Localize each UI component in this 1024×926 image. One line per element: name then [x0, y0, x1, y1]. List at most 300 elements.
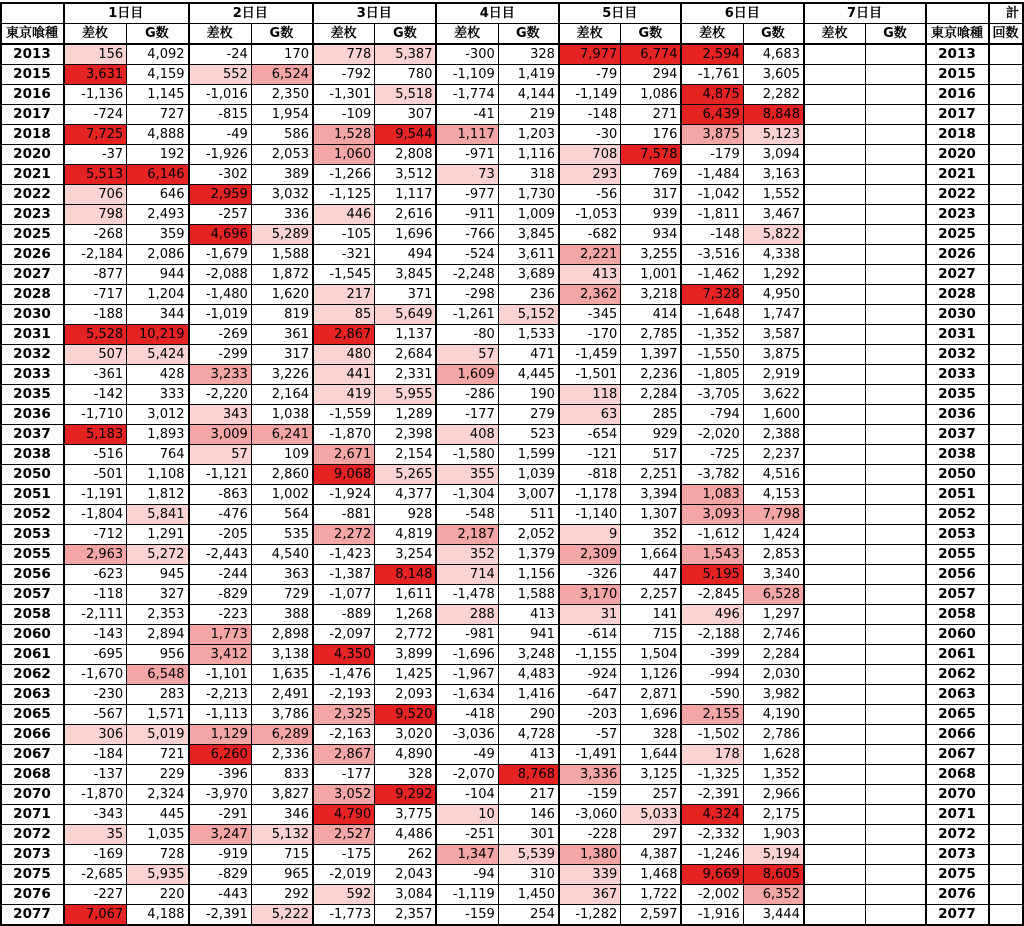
games-cell: 1,038	[251, 405, 313, 425]
games-cell: 285	[621, 405, 682, 425]
diff-cell-empty	[804, 705, 866, 725]
diff-cell: -1,484	[681, 165, 743, 185]
count-cell	[989, 865, 1023, 885]
games-cell: 6,289	[251, 725, 313, 745]
day-header: 5日目	[559, 3, 682, 24]
games-cell: 371	[375, 285, 437, 305]
games-cell: 934	[621, 225, 682, 245]
diff-cell: -1,016	[189, 85, 252, 105]
machine-id-cell: 2053	[1, 525, 64, 545]
games-cell: 3,786	[251, 705, 313, 725]
games-cell: 1,588	[251, 245, 313, 265]
diff-cell: 1,129	[189, 725, 252, 745]
diff-cell: 217	[313, 285, 375, 305]
table-row	[1, 745, 1023, 765]
games-cell: 6,774	[621, 44, 682, 65]
diff-cell: -2,391	[681, 785, 743, 805]
diff-cell: -257	[189, 205, 252, 225]
table-row	[1, 885, 1023, 905]
count-cell	[989, 525, 1023, 545]
count-cell	[989, 685, 1023, 705]
games-cell: 8,768	[498, 765, 559, 785]
games-cell-empty	[865, 345, 926, 365]
table-row	[1, 625, 1023, 645]
games-cell-empty	[865, 625, 926, 645]
count-cell	[989, 65, 1023, 85]
diff-cell: -1,282	[559, 905, 621, 926]
diff-cell: -792	[313, 65, 375, 85]
diff-cell: -177	[313, 765, 375, 785]
games-cell-empty	[865, 545, 926, 565]
diff-cell-empty	[804, 285, 866, 305]
diff-cell: 63	[559, 405, 621, 425]
diff-cell-empty	[804, 165, 866, 185]
games-cell: 1,747	[743, 305, 804, 325]
diff-cell-empty	[804, 745, 866, 765]
diff-cell-empty	[804, 645, 866, 665]
count-cell	[989, 725, 1023, 745]
count-cell	[989, 245, 1023, 265]
games-cell: 2,282	[743, 85, 804, 105]
games-cell: 2,353	[127, 605, 189, 625]
diff-cell: -1,462	[681, 265, 743, 285]
games-cell: 170	[251, 44, 313, 65]
machine-id-cell: 2065	[1, 705, 64, 725]
diff-cell: -3,782	[681, 465, 743, 485]
games-cell: 1,292	[743, 265, 804, 285]
games-cell: 3,467	[743, 205, 804, 225]
games-cell: 511	[498, 505, 559, 525]
games-cell-empty	[865, 265, 926, 285]
diff-cell: 2,309	[559, 545, 621, 565]
games-cell-empty	[865, 125, 926, 145]
diff-cell: 446	[313, 205, 375, 225]
diff-cell: -326	[559, 565, 621, 585]
diff-cell-empty	[804, 505, 866, 525]
machine-id-cell: 2033	[1, 365, 64, 385]
diff-cell: -1,612	[681, 525, 743, 545]
diff-cell: -1,077	[313, 585, 375, 605]
diff-cell: 355	[436, 465, 498, 485]
count-cell	[989, 805, 1023, 825]
diff-cell-empty	[804, 625, 866, 645]
games-cell: 3,138	[251, 645, 313, 665]
games-cell: 176	[621, 125, 682, 145]
diff-cell-empty	[804, 665, 866, 685]
diff-cell: 7,067	[64, 905, 127, 926]
count-cell	[989, 665, 1023, 685]
count-cell	[989, 205, 1023, 225]
diff-cell-empty	[804, 44, 866, 65]
games-cell-empty	[865, 885, 926, 905]
games-cell: 4,540	[251, 545, 313, 565]
count-cell	[989, 605, 1023, 625]
count-cell	[989, 44, 1023, 65]
games-cell: 4,153	[743, 485, 804, 505]
count-cell	[989, 785, 1023, 805]
diff-cell: -1,387	[313, 565, 375, 585]
diff-cell: -2,220	[189, 385, 252, 405]
diff-cell: -142	[64, 385, 127, 405]
diff-cell: -1,113	[189, 705, 252, 725]
diff-cell: -981	[436, 625, 498, 645]
games-cell: 254	[498, 905, 559, 926]
count-cell	[989, 265, 1023, 285]
machine-id-cell: 2015	[1, 65, 64, 85]
diff-cell: -977	[436, 185, 498, 205]
diff-cell-empty	[804, 765, 866, 785]
games-cell-empty	[865, 305, 926, 325]
machine-id-cell: 2022	[1, 185, 64, 205]
count-cell	[989, 645, 1023, 665]
games-cell: 1,204	[127, 285, 189, 305]
games-cell: 727	[127, 105, 189, 125]
games-cell: 4,338	[743, 245, 804, 265]
games-cell: 388	[251, 605, 313, 625]
games-cell: 3,218	[621, 285, 682, 305]
diff-cell-empty	[804, 65, 866, 85]
games-cell: 715	[251, 845, 313, 865]
games-cell: 1,504	[621, 645, 682, 665]
diff-cell: 288	[436, 605, 498, 625]
games-cell: 517	[621, 445, 682, 465]
diff-cell: 5,528	[64, 325, 127, 345]
diff-cell: -1,967	[436, 665, 498, 685]
games-cell: 5,265	[375, 465, 437, 485]
day-header: 6日目	[681, 3, 804, 24]
games-cell: 4,888	[127, 125, 189, 145]
diff-column-label: 差枚	[189, 24, 252, 45]
games-cell: 294	[621, 65, 682, 85]
count-cell	[989, 485, 1023, 505]
table-row	[1, 245, 1023, 265]
machine-id-cell: 2013	[1, 44, 64, 65]
diff-cell: -230	[64, 685, 127, 705]
diff-cell: -877	[64, 265, 127, 285]
diff-cell: 480	[313, 345, 375, 365]
diff-cell: -3,705	[681, 385, 743, 405]
count-cell	[989, 385, 1023, 405]
diff-cell: 6,439	[681, 105, 743, 125]
diff-cell-empty	[804, 685, 866, 705]
diff-cell-empty	[804, 225, 866, 245]
diff-cell: -1,053	[559, 205, 621, 225]
games-cell: 7,578	[621, 145, 682, 165]
diff-cell: 1,083	[681, 485, 743, 505]
table-row	[1, 385, 1023, 405]
games-cell-empty	[865, 505, 926, 525]
diff-cell: 2,671	[313, 445, 375, 465]
diff-cell-empty	[804, 465, 866, 485]
total-machine-id-cell: 2022	[926, 185, 989, 205]
diff-cell: -1,926	[189, 145, 252, 165]
games-cell: 3,845	[498, 225, 559, 245]
machine-id-cell: 2032	[1, 345, 64, 365]
diff-column-label: 差枚	[436, 24, 498, 45]
diff-cell: -79	[559, 65, 621, 85]
games-cell: 8,148	[375, 565, 437, 585]
games-cell: 3,032	[251, 185, 313, 205]
games-cell: 5,539	[498, 845, 559, 865]
table-row	[1, 165, 1023, 185]
diff-cell: -1,580	[436, 445, 498, 465]
games-cell-empty	[865, 845, 926, 865]
diff-cell: 2,963	[64, 545, 127, 565]
diff-column-label: 差枚	[804, 24, 866, 45]
games-cell: 1,297	[743, 605, 804, 625]
games-cell: 1,116	[498, 145, 559, 165]
games-cell: 389	[251, 165, 313, 185]
games-cell: 1,268	[375, 605, 437, 625]
diff-cell: 507	[64, 345, 127, 365]
table-row	[1, 845, 1023, 865]
games-cell: 3,845	[375, 265, 437, 285]
games-cell: 262	[375, 845, 437, 865]
diff-cell: 4,875	[681, 85, 743, 105]
games-cell: 1,552	[743, 185, 804, 205]
diff-cell: 7,977	[559, 44, 621, 65]
diff-cell: -1,916	[681, 905, 743, 926]
games-cell: 5,272	[127, 545, 189, 565]
diff-cell-empty	[804, 485, 866, 505]
total-machine-id-cell: 2072	[926, 825, 989, 845]
games-cell: 1,086	[621, 85, 682, 105]
games-cell: 5,033	[621, 805, 682, 825]
diff-cell: 118	[559, 385, 621, 405]
machine-id-cell: 2030	[1, 305, 64, 325]
games-cell: 3,094	[743, 145, 804, 165]
games-cell: 1,450	[498, 885, 559, 905]
diff-cell: -2,845	[681, 585, 743, 605]
games-cell-empty	[865, 605, 926, 625]
diff-cell: -682	[559, 225, 621, 245]
games-cell: 4,950	[743, 285, 804, 305]
machine-id-cell: 2020	[1, 145, 64, 165]
diff-cell: -184	[64, 745, 127, 765]
count-cell	[989, 365, 1023, 385]
games-cell-empty	[865, 485, 926, 505]
diff-cell-empty	[804, 885, 866, 905]
diff-cell: -118	[64, 585, 127, 605]
diff-cell: -49	[436, 745, 498, 765]
machine-id-cell: 2025	[1, 225, 64, 245]
diff-cell: -654	[559, 425, 621, 445]
diff-cell: -177	[436, 405, 498, 425]
games-cell: 1,600	[743, 405, 804, 425]
diff-cell: -24	[189, 44, 252, 65]
diff-cell: -766	[436, 225, 498, 245]
table-row	[1, 145, 1023, 165]
machine-id-cell: 2070	[1, 785, 64, 805]
diff-cell: -268	[64, 225, 127, 245]
corner-label: 東京喰種	[1, 24, 64, 45]
machine-id-cell: 2037	[1, 425, 64, 445]
diff-cell: -1,634	[436, 685, 498, 705]
games-cell: 8,848	[743, 105, 804, 125]
diff-cell: -815	[189, 105, 252, 125]
games-cell: 4,728	[498, 725, 559, 745]
diff-cell-empty	[804, 405, 866, 425]
data-sheet	[0, 2, 1024, 926]
games-cell: 6,146	[127, 165, 189, 185]
diff-cell: -1,805	[681, 365, 743, 385]
diff-cell: 419	[313, 385, 375, 405]
diff-cell: -2,097	[313, 625, 375, 645]
games-cell: 929	[621, 425, 682, 445]
diff-cell: 592	[313, 885, 375, 905]
machine-id-cell: 2066	[1, 725, 64, 745]
games-cell: 1,730	[498, 185, 559, 205]
diff-column-label: 差枚	[681, 24, 743, 45]
diff-cell: -712	[64, 525, 127, 545]
count-cell	[989, 185, 1023, 205]
diff-cell: -321	[313, 245, 375, 265]
machine-id-cell: 2057	[1, 585, 64, 605]
diff-cell: 306	[64, 725, 127, 745]
games-cell: 4,159	[127, 65, 189, 85]
games-cell: 8,605	[743, 865, 804, 885]
games-cell: 2,853	[743, 545, 804, 565]
diff-cell: 2,527	[313, 825, 375, 845]
table-row	[1, 605, 1023, 625]
diff-cell: -794	[681, 405, 743, 425]
games-cell: 1,002	[251, 485, 313, 505]
diff-cell: -1,304	[436, 485, 498, 505]
table-row	[1, 565, 1023, 585]
diff-cell: -57	[559, 725, 621, 745]
diff-cell: 85	[313, 305, 375, 325]
games-cell: 2,597	[621, 905, 682, 926]
total-machine-id-cell: 2067	[926, 745, 989, 765]
diff-cell: 408	[436, 425, 498, 445]
count-cell	[989, 145, 1023, 165]
games-cell: 4,377	[375, 485, 437, 505]
games-cell: 428	[127, 365, 189, 385]
diff-cell: -299	[189, 345, 252, 365]
diff-cell: -2,002	[681, 885, 743, 905]
total-machine-id-cell: 2038	[926, 445, 989, 465]
games-cell: 297	[621, 825, 682, 845]
diff-cell-empty	[804, 425, 866, 445]
count-cell	[989, 445, 1023, 465]
diff-cell: -1,924	[313, 485, 375, 505]
diff-cell: -1,476	[313, 665, 375, 685]
diff-cell: -1,804	[64, 505, 127, 525]
games-cell: 2,898	[251, 625, 313, 645]
games-cell: 2,772	[375, 625, 437, 645]
games-cell: 715	[621, 625, 682, 645]
diff-cell: -2,248	[436, 265, 498, 285]
games-cell-empty	[865, 405, 926, 425]
games-cell: 6,548	[127, 665, 189, 685]
diff-cell: -2,020	[681, 425, 743, 445]
games-cell: 471	[498, 345, 559, 365]
diff-cell: -863	[189, 485, 252, 505]
table-row	[1, 425, 1023, 445]
diff-cell: -2,213	[189, 685, 252, 705]
games-cell: 1,903	[743, 825, 804, 845]
table-row	[1, 125, 1023, 145]
games-cell: 413	[498, 745, 559, 765]
diff-cell: -829	[189, 585, 252, 605]
day-header: 4日目	[436, 3, 559, 24]
diff-cell: -1,121	[189, 465, 252, 485]
diff-cell: -343	[64, 805, 127, 825]
diff-cell: -1,136	[64, 85, 127, 105]
diff-cell: -1,710	[64, 405, 127, 425]
machine-id-cell: 2021	[1, 165, 64, 185]
games-cell-empty	[865, 585, 926, 605]
games-cell: 2,043	[375, 865, 437, 885]
games-cell-empty	[865, 685, 926, 705]
machine-id-cell: 2036	[1, 405, 64, 425]
diff-cell: 31	[559, 605, 621, 625]
games-cell: 3,012	[127, 405, 189, 425]
diff-cell: -1,178	[559, 485, 621, 505]
diff-cell: -1,478	[436, 585, 498, 605]
diff-column-label: 差枚	[313, 24, 375, 45]
diff-cell: -159	[559, 785, 621, 805]
diff-cell: -148	[559, 105, 621, 125]
games-cell: 236	[498, 285, 559, 305]
table-row	[1, 485, 1023, 505]
diff-cell-empty	[804, 805, 866, 825]
diff-column-label: 差枚	[64, 24, 127, 45]
diff-column-label: 差枚	[559, 24, 621, 45]
games-cell: 2,093	[375, 685, 437, 705]
games-cell: 3,622	[743, 385, 804, 405]
games-column-label: G数	[865, 24, 926, 45]
total-machine-id-cell: 2055	[926, 545, 989, 565]
diff-cell: -286	[436, 385, 498, 405]
diff-cell: 3,009	[189, 425, 252, 445]
games-cell: 2,175	[743, 805, 804, 825]
games-cell: 352	[621, 525, 682, 545]
diff-cell: -1,679	[189, 245, 252, 265]
games-cell: 764	[127, 445, 189, 465]
diff-cell: -227	[64, 885, 127, 905]
table-row	[1, 265, 1023, 285]
diff-cell: -56	[559, 185, 621, 205]
diff-cell: -1,301	[313, 85, 375, 105]
games-cell: 965	[251, 865, 313, 885]
games-cell: 5,194	[743, 845, 804, 865]
diff-cell: -971	[436, 145, 498, 165]
games-cell: 9,292	[375, 785, 437, 805]
games-cell: 729	[251, 585, 313, 605]
games-cell-empty	[865, 445, 926, 465]
games-cell: 109	[251, 445, 313, 465]
diff-cell: -396	[189, 765, 252, 785]
machine-id-cell: 2026	[1, 245, 64, 265]
diff-cell: -94	[436, 865, 498, 885]
games-cell-empty	[865, 285, 926, 305]
total-machine-id-cell: 2015	[926, 65, 989, 85]
diff-cell-empty	[804, 345, 866, 365]
diff-cell-empty	[804, 185, 866, 205]
diff-cell: -179	[681, 145, 743, 165]
diff-cell: 1,609	[436, 365, 498, 385]
table-row	[1, 205, 1023, 225]
diff-cell: -1,761	[681, 65, 743, 85]
diff-cell: 2,959	[189, 185, 252, 205]
diff-cell-empty	[804, 845, 866, 865]
diff-cell: 1,380	[559, 845, 621, 865]
diff-cell: -1,670	[64, 665, 127, 685]
diff-cell: 9,669	[681, 865, 743, 885]
count-cell	[989, 625, 1023, 645]
games-cell: 721	[127, 745, 189, 765]
